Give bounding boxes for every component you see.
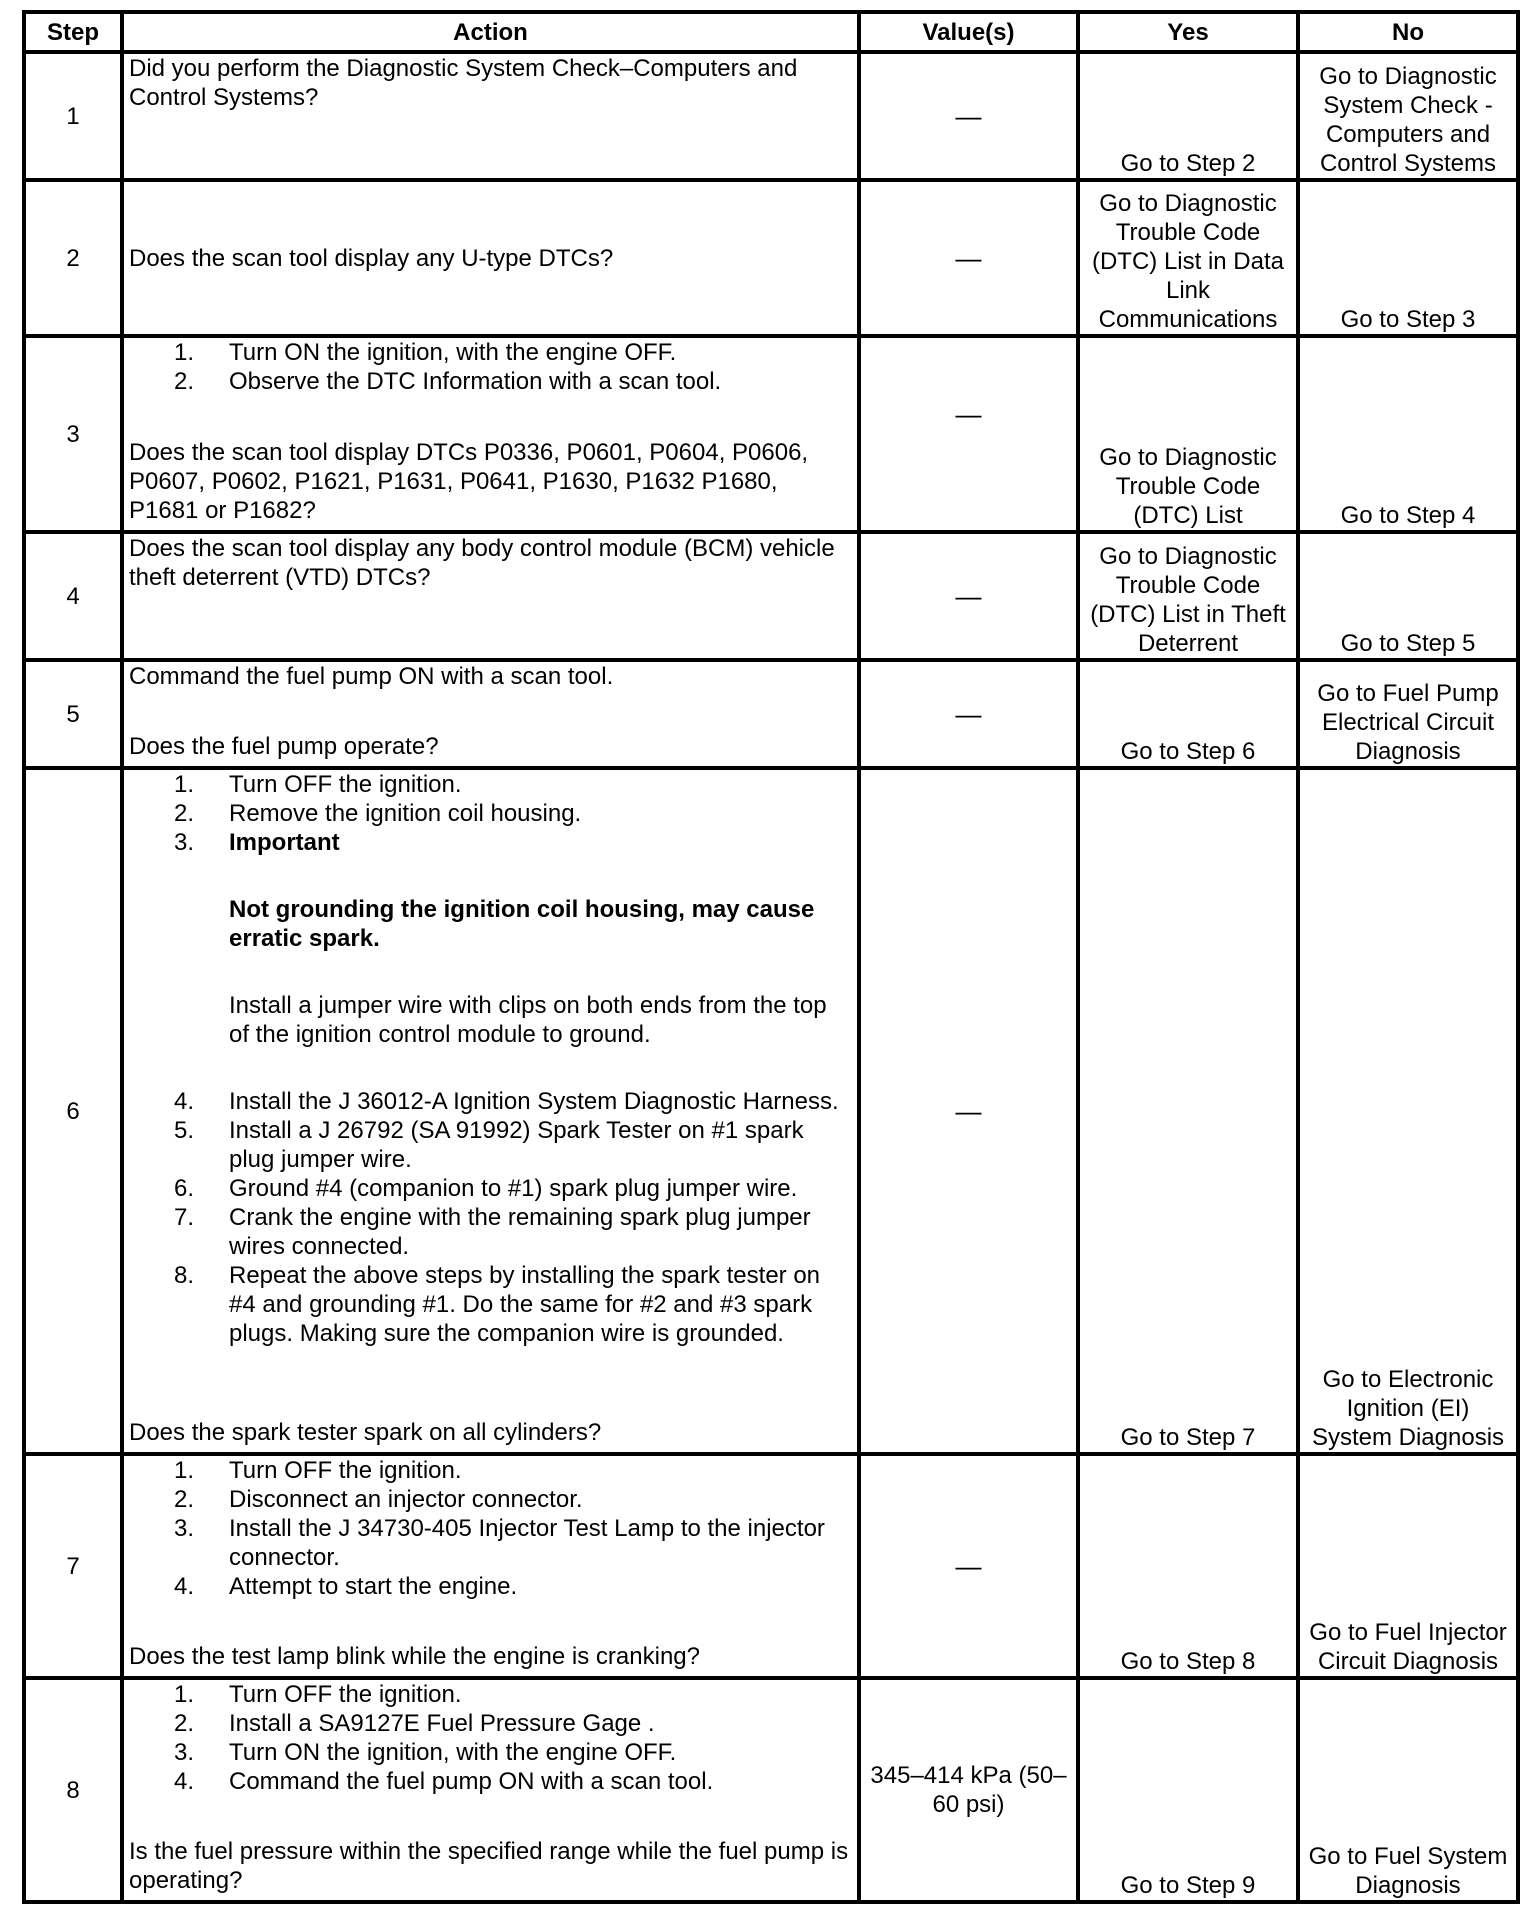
action-cell — [122, 532, 859, 660]
list-item: 6. Ground #4 (companion to #1) spark plug jumper wire. — [174, 1175, 798, 1202]
important-note: Not grounding the ignition coil housing, may cause erratic spark. — [229, 896, 815, 952]
table-row — [24, 660, 1518, 768]
list-item: 2. Disconnect an injector connector. — [174, 1486, 583, 1513]
no-cell: Go to Fuel Pump Electrical Circuit Diagnosis — [1298, 660, 1518, 768]
instruction-list — [129, 1680, 852, 1796]
yes-cell: Go to Step 9 — [1078, 1678, 1298, 1902]
value-cell: — — [859, 768, 1078, 1454]
step-number: 3 — [24, 336, 122, 532]
question-text: Is the fuel pressure within the specified range while the fuel pump is operating? — [129, 1838, 849, 1894]
list-item: 8. Repeat the above steps by installing the spark tester on #4 and grounding #1. Do the same for #2 and #3 spark plugs. Making sure the companion wire is grounded. — [174, 1262, 821, 1347]
action-cell — [122, 180, 859, 336]
header-no: No — [1298, 12, 1518, 52]
yes-cell: Go to Step 2 — [1078, 52, 1298, 180]
action-cell — [122, 336, 859, 532]
question-text: Does the scan tool display DTCs P0336, P0601, P0604, P0606, P0607, P0602, P1621, P1631, P0641, P1630, P1632 P1680, P1681 or P1682? — [129, 439, 809, 524]
value-cell: — — [859, 1454, 1078, 1678]
action-cell — [122, 52, 859, 180]
list-item: 7. Crank the engine with the remaining spark plug jumper wires connected. — [174, 1204, 811, 1260]
header-step: Step — [24, 12, 122, 52]
important-label: Important — [229, 829, 340, 856]
list-item: 2. Install a SA9127E Fuel Pressure Gage . — [174, 1710, 655, 1737]
instruction-list — [129, 770, 852, 1348]
value-cell: — — [859, 52, 1078, 180]
action-cell — [122, 660, 859, 768]
value-cell: — — [859, 336, 1078, 532]
step-number: 1 — [24, 52, 122, 180]
instruction-list — [129, 1456, 852, 1601]
action-cell — [122, 1454, 859, 1678]
table-row — [24, 532, 1518, 660]
header-row — [24, 12, 1518, 52]
list-item: 1. Turn OFF the ignition. — [174, 1681, 462, 1708]
question-text: Does the test lamp blink while the engine is cranking? — [129, 1643, 700, 1670]
step-number: 6 — [24, 768, 122, 1454]
list-item: 3. Important Not grounding the ignition coil housing, may cause erratic spark. Install a jumper wire with clips on both ends from the top of the ignition control module to ground. — [174, 828, 852, 1087]
value-cell: — — [859, 532, 1078, 660]
step-number: 4 — [24, 532, 122, 660]
yes-cell: Go to Step 6 — [1078, 660, 1298, 768]
header-action: Action — [122, 12, 859, 52]
question-text: Does the spark tester spark on all cylinders? — [129, 1419, 602, 1446]
step-number: 7 — [24, 1454, 122, 1678]
list-item: 1. Turn OFF the ignition. — [174, 771, 462, 798]
no-cell: Go to Step 4 — [1298, 336, 1518, 532]
instruction-text: Command the fuel pump ON with a scan tool. — [129, 663, 614, 690]
list-item: 2. Observe the DTC Information with a scan tool. — [174, 368, 722, 395]
no-cell: Go to Electronic Ignition (EI) System Diagnosis — [1298, 768, 1518, 1454]
value-cell: — — [859, 660, 1078, 768]
question-text: Does the scan tool display any U-type DTCs? — [129, 244, 614, 272]
step-number: 5 — [24, 660, 122, 768]
no-cell: Go to Step 5 — [1298, 532, 1518, 660]
step-number: 2 — [24, 180, 122, 336]
question-text: Does the fuel pump operate? — [129, 733, 439, 760]
action-cell — [122, 768, 859, 1454]
list-item: 5. Install a J 26792 (SA 91992) Spark Tester on #1 spark plug jumper wire. — [174, 1117, 804, 1173]
list-item: 4. Install the J 36012-A Ignition System Diagnostic Harness. — [174, 1088, 839, 1115]
table-row — [24, 768, 1518, 1454]
list-item: 3. Turn ON the ignition, with the engine OFF. — [174, 1739, 677, 1766]
question-text: Does the scan tool display any body control module (BCM) vehicle theft deterrent (VTD) DTCs? — [129, 535, 835, 591]
yes-cell: Go to Step 8 — [1078, 1454, 1298, 1678]
yes-cell: Go to Diagnostic Trouble Code (DTC) List in Data Link Communications — [1078, 180, 1298, 336]
step-number: 8 — [24, 1678, 122, 1902]
table-row — [24, 180, 1518, 336]
list-item: 1. Turn OFF the ignition. — [174, 1457, 462, 1484]
list-item: 4. Command the fuel pump ON with a scan tool. — [174, 1768, 714, 1795]
table-row — [24, 1678, 1518, 1902]
important-text: Install a jumper wire with clips on both ends from the top of the ignition control module to ground. — [229, 992, 827, 1048]
value-cell: — — [859, 180, 1078, 336]
action-cell — [122, 1678, 859, 1902]
yes-cell: Go to Diagnostic Trouble Code (DTC) List — [1078, 336, 1298, 532]
list-item: 4. Attempt to start the engine. — [174, 1573, 518, 1600]
table-row — [24, 1454, 1518, 1678]
list-item: 3. Install the J 34730-405 Injector Test Lamp to the injector connector. — [174, 1515, 825, 1571]
header-values: Value(s) — [859, 12, 1078, 52]
question-text: Did you perform the Diagnostic System Check–Computers and Control Systems? — [129, 55, 798, 111]
header-yes: Yes — [1078, 12, 1298, 52]
value-cell: 345–414 kPa (50–60 psi) — [859, 1678, 1078, 1902]
list-item: 1. Turn ON the ignition, with the engine OFF. — [174, 339, 677, 366]
yes-cell: Go to Diagnostic Trouble Code (DTC) List in Theft Deterrent — [1078, 532, 1298, 660]
no-cell: Go to Step 3 — [1298, 180, 1518, 336]
list-item: 2. Remove the ignition coil housing. — [174, 800, 582, 827]
table-row — [24, 52, 1518, 180]
no-cell: Go to Diagnostic System Check - Computers and Control Systems — [1298, 52, 1518, 180]
diagnostic-table — [22, 10, 1520, 1904]
no-cell: Go to Fuel System Diagnosis — [1298, 1678, 1518, 1902]
yes-cell: Go to Step 7 — [1078, 768, 1298, 1454]
instruction-list — [129, 338, 852, 396]
table-row — [24, 336, 1518, 532]
no-cell: Go to Fuel Injector Circuit Diagnosis — [1298, 1454, 1518, 1678]
